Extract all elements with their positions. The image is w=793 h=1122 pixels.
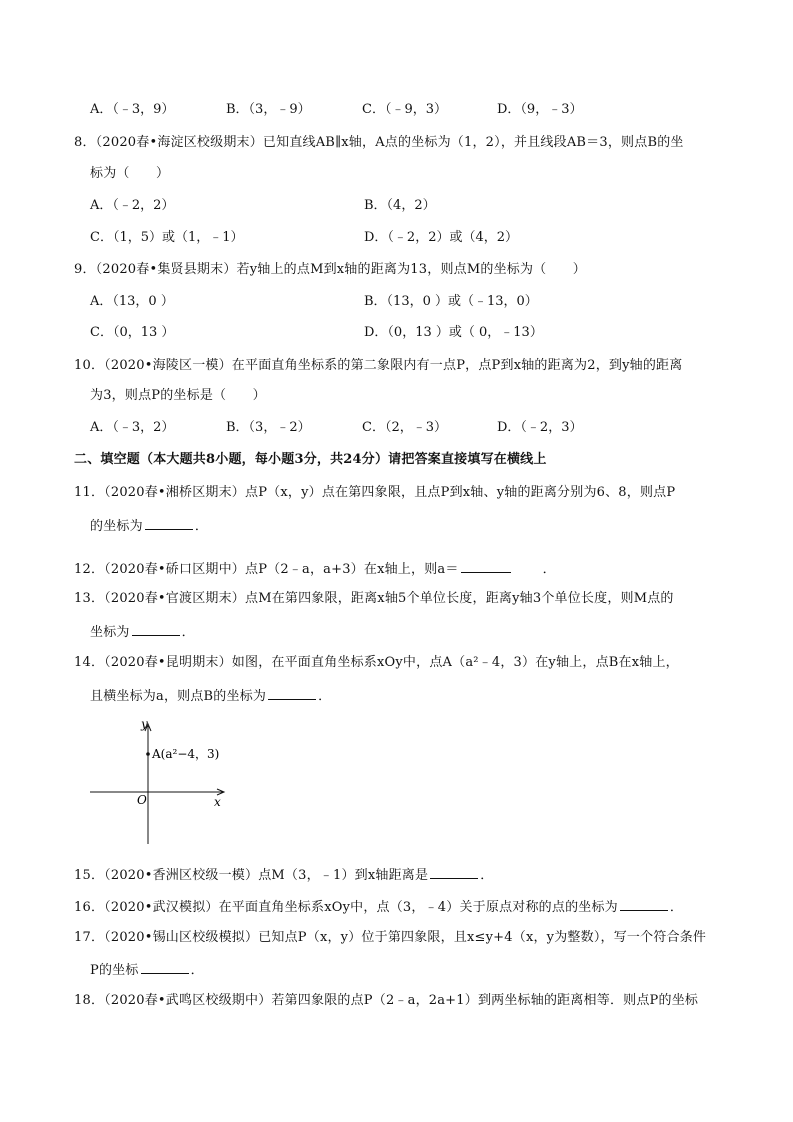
- q9-option-c: C．（0，13 ）: [90, 325, 175, 340]
- q12-line: [74, 559, 556, 579]
- q17-line1: 17．（2020•锡山区校级模拟）已知点P（x，y）位于第四象限，且x≤y+4（x，y为整数），写一个符合条件: [74, 930, 707, 945]
- q9-stem: 9．（2020春•集贤县期末）若y轴上的点M到x轴的距离为13，则点M的坐标为（ ）: [74, 262, 586, 277]
- q12-end: ．: [542, 562, 556, 577]
- q8-option-c: C．（1，5）或（1，﹣1）: [90, 230, 244, 245]
- q7-option-d: D．（9，﹣3）: [497, 102, 583, 117]
- q14-line2-end: ．: [318, 689, 332, 704]
- q12-answer-blank[interactable]: [461, 559, 511, 573]
- q8-option-d: D．（﹣2，2）或（4，2）: [364, 230, 519, 245]
- q16-line: [74, 897, 683, 917]
- q8-stem-line2: 标为（ ）: [90, 166, 170, 181]
- q17-line2-end: ．: [190, 963, 204, 978]
- q10-stem-line2: 为3，则点P的坐标是（ ）: [90, 388, 266, 403]
- q14-line2: [90, 686, 331, 706]
- q16-answer-blank[interactable]: [620, 897, 668, 911]
- point-a-dot: [146, 752, 150, 756]
- q15-end: ．: [480, 868, 494, 883]
- point-a-label: A(a²−4，3): [152, 747, 220, 761]
- q11-line2-text: 的坐标为: [90, 519, 143, 534]
- q14-answer-blank[interactable]: [268, 686, 316, 700]
- q13-line2-text: 坐标为: [90, 625, 130, 640]
- q10-stem-line1: 10．（2020•海陵区一模）在平面直角坐标系的第二象限内有一点P，点P到x轴的距离为2，到y轴的距离: [74, 358, 683, 373]
- section-2-title: 二、填空题（本大题共8小题，每小题3分，共24分）请把答案直接填写在横线上: [74, 452, 547, 467]
- q8-option-b: B．（4，2）: [364, 198, 436, 213]
- q15-line: [74, 865, 493, 885]
- q9-option-b: B．（13，0 ）或（﹣13，0）: [364, 294, 538, 309]
- q10-option-b: B．（3，﹣2）: [226, 420, 311, 435]
- q14-line2-text: 且横坐标为a，则点B的坐标为: [90, 689, 267, 704]
- q11-line1: 11．（2020春•湘桥区期末）点P（x，y）点在第四象限，且点P到x轴、y轴的距离分别为6、8，则点P: [74, 485, 676, 500]
- y-axis-label: y: [141, 717, 148, 731]
- q10-option-c: C．（2，﹣3）: [362, 420, 447, 435]
- q17-line2-text: P的坐标: [90, 963, 139, 978]
- coordinate-figure: [88, 716, 238, 846]
- q15-text: 15．（2020•香洲区校级一模）点M（3，﹣1）到x轴距离是: [74, 868, 429, 883]
- q10-option-a: A．（﹣3，2）: [90, 420, 175, 435]
- q11-line2: [90, 516, 208, 536]
- q15-answer-blank[interactable]: [430, 865, 478, 879]
- q16-text: 16．（2020•武汉模拟）在平面直角坐标系xOy中，点（3，﹣4）关于原点对称的点的坐标为: [74, 900, 618, 915]
- q7-option-a: A．（﹣3，9）: [90, 102, 175, 117]
- origin-label: O: [137, 793, 147, 807]
- q8-option-a: A．（﹣2，2）: [90, 198, 175, 213]
- q13-line2: [90, 622, 195, 642]
- q11-answer-blank[interactable]: [145, 516, 193, 530]
- q13-line1: 13．（2020春•官渡区期末）点M在第四象限，距离x轴5个单位长度，距离y轴3个单位长度，则M点的: [74, 591, 674, 606]
- q7-option-c: C．（﹣9，3）: [362, 102, 447, 117]
- q11-line2-end: ．: [194, 519, 209, 534]
- x-axis-label: x: [214, 795, 221, 809]
- q13-line2-end: ．: [181, 625, 195, 640]
- q7-option-b: B．（3，﹣9）: [226, 102, 311, 117]
- q12-text: 12．（2020春•硚口区期中）点P（2﹣a，a+3）在x轴上，则a＝: [74, 562, 459, 577]
- q18-line1: 18．（2020春•武鸣区校级期中）若第四象限的点P（2﹣a，2a+1）到两坐标轴的距离相等．则点P的坐标: [74, 993, 699, 1008]
- q17-line2: [90, 960, 204, 980]
- q13-answer-blank[interactable]: [132, 622, 180, 636]
- q16-end: ．: [669, 900, 684, 915]
- q10-option-d: D．（﹣2，3）: [497, 420, 583, 435]
- q17-answer-blank[interactable]: [141, 960, 189, 974]
- q9-option-a: A．（13，0 ）: [90, 294, 174, 309]
- q8-stem-line1: 8．（2020春•海淀区校级期末）已知直线AB∥x轴，A点的坐标为（1，2），并且线段AB＝3，则点B的坐: [74, 135, 684, 150]
- q14-line1: 14．（2020春•昆明期末）如图，在平面直角坐标系xOy中，点A（a²﹣4，3）在y轴上，点B在x轴上，: [74, 655, 679, 670]
- q9-option-d: D．（0，13 ）或（ 0，﹣13）: [364, 325, 543, 340]
